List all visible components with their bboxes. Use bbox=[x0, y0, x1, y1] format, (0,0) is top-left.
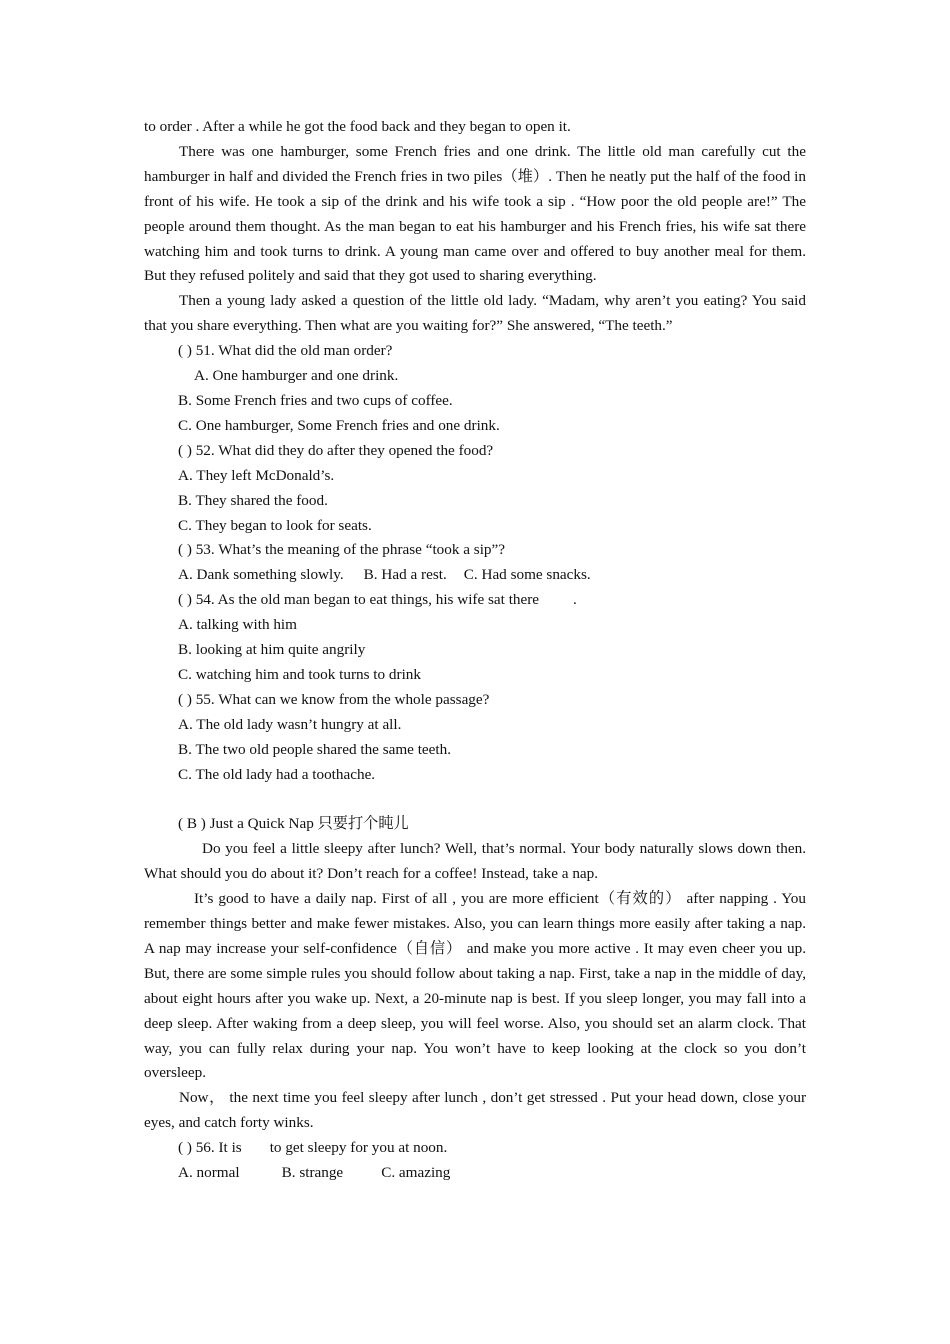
passage-b-title: ( B ) Just a Quick Nap 只要打个盹儿 bbox=[178, 815, 409, 833]
question-54-option-a: A. talking with him bbox=[178, 616, 297, 634]
question-52: ( ) 52. What did they do after they opened the food? bbox=[178, 441, 494, 459]
question-55-option-c: C. The old lady had a toothache. bbox=[178, 765, 376, 783]
question-53-option-a: A. Dank something slowly. bbox=[178, 566, 344, 584]
passage-a-paragraph-2: Then a young lady asked a question of the little old lady. “Madam, why aren’t you eating? You said that you share everything. Then what are you waiting for?” She answered, “The teeth.” bbox=[144, 292, 806, 335]
question-54-text: ( ) 54. As the old man began to eat things, his wife sat there bbox=[178, 591, 540, 609]
passage-a-paragraph-0: to order . After a while he got the food back and they began to open it. bbox=[144, 118, 571, 135]
question-51-option-a: A. One hamburger and one drink. bbox=[194, 367, 399, 385]
document-page bbox=[144, 115, 806, 1186]
question-53-option-c: C. Had some snacks. bbox=[463, 566, 591, 584]
question-52-option-a: A. They left McDonald’s. bbox=[178, 466, 335, 484]
question-55-option-b: B. The two old people shared the same teeth. bbox=[178, 740, 452, 758]
question-53-option-b: B. Had a rest. bbox=[363, 566, 447, 584]
question-54-option-c: C. watching him and took turns to drink bbox=[178, 665, 421, 683]
section-spacer bbox=[144, 787, 806, 812]
question-56-option-c: C. amazing bbox=[381, 1164, 451, 1182]
passage-b-paragraph-1: Do you feel a little sleepy after lunch? Well, that’s normal. Your body naturally slows down then. What should you do about it? Don’t reach for a coffee! Instead, take a nap. bbox=[144, 840, 806, 883]
question-51-option-c: C. One hamburger, Some French fries and one drink. bbox=[178, 416, 500, 434]
question-56-option-b: B. strange bbox=[281, 1164, 344, 1182]
passage-b-paragraph-2: It’s good to have a daily nap. First of all , you are more efficient（有效的） after napping . You remember things better and make fewer mistakes. Also, you can learn things more easily after taking a nap. A nap may increase your self-confidence（自信） and make you more active . It may even cheer you up. But, there are some simple rules you should follow about taking a nap. First, take a nap in the middle of day, about eight hours after you wake up. Next, a 20-minute nap is best. If you sleep longer, you may fall into a deep sleep. After waking from a deep sleep, you will feel worse. Also, you should set an alarm clock. That way, you can fully relax during your nap. You won’t have to keep looking at the clock so you don’t oversleep. bbox=[144, 890, 806, 1082]
question-56 bbox=[144, 1136, 806, 1161]
passage-b-paragraph-3: Now， the next time you feel sleepy after lunch , don’t get stressed . Put your head down, close your eyes, and catch forty winks. bbox=[144, 1089, 806, 1132]
question-54-period: . bbox=[573, 591, 577, 609]
passage-a-paragraph-1: There was one hamburger, some French fries and one drink. The little old man carefully cut the hamburger in half and divided the French fries in two piles（堆）. Then he neatly put the half of the food in front of his wife. He took a sip of the drink and his wife took a sip . “How poor the old people are!” The people around them thought. As the man began to eat his hamburger and his French fries, his wife sat there watching him and took turns to drink. A young man came over and offered to buy another meal for them. But they refused politely and said that they got used to sharing everything. bbox=[144, 142, 806, 285]
question-56-options bbox=[144, 1161, 806, 1186]
question-51: ( ) 51. What did the old man order? bbox=[178, 342, 393, 360]
question-51-option-b: B. Some French fries and two cups of coffee. bbox=[178, 391, 453, 409]
question-56-option-a: A. normal bbox=[178, 1164, 240, 1182]
question-53: ( ) 53. What’s the meaning of the phrase “took a sip”? bbox=[178, 541, 505, 559]
question-56-text-start: ( ) 56. It is bbox=[178, 1139, 242, 1157]
question-54 bbox=[144, 588, 806, 613]
question-53-options bbox=[144, 563, 806, 588]
question-52-option-b: B. They shared the food. bbox=[178, 491, 328, 509]
question-55: ( ) 55. What can we know from the whole passage? bbox=[178, 690, 490, 708]
question-54-option-b: B. looking at him quite angrily bbox=[178, 641, 366, 659]
question-55-option-a: A. The old lady wasn’t hungry at all. bbox=[178, 715, 402, 733]
question-56-text-end: to get sleepy for you at noon. bbox=[269, 1139, 448, 1157]
question-52-option-c: C. They began to look for seats. bbox=[178, 516, 372, 534]
